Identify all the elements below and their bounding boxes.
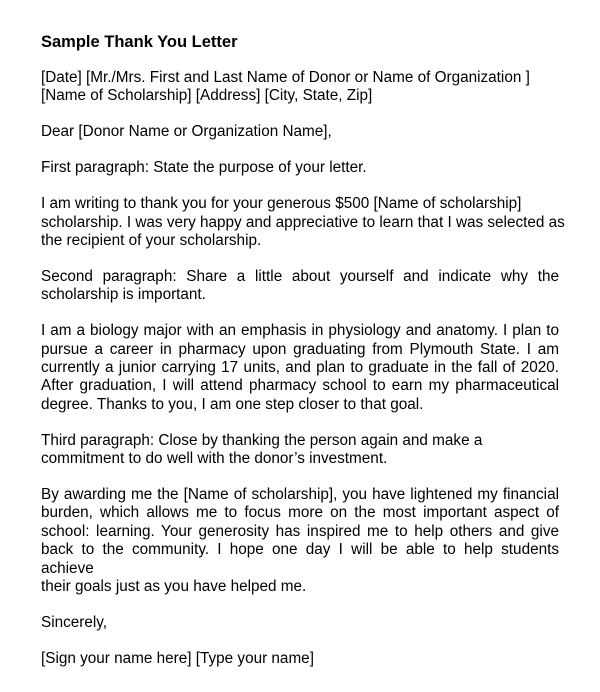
paragraph-2 xyxy=(41,322,559,414)
signature-text: [Sign your name here] [Type your name] xyxy=(41,649,314,667)
instruction-2 xyxy=(41,268,559,305)
paragraph-1 xyxy=(41,195,565,250)
paragraph-line: school: learning. Your generosity has inspired me to help others and give xyxy=(41,522,559,540)
instruction-line: Third paragraph: Close by thanking the person again and make a xyxy=(41,431,483,449)
paragraph-3 xyxy=(41,486,559,596)
address-line: [Name of Scholarship] [Address] [City, State, Zip] xyxy=(41,87,373,105)
instruction-3 xyxy=(41,432,559,469)
paragraph-line: degree. Thanks to you, I am one step closer to that goal. xyxy=(41,395,424,413)
paragraph-line: currently a junior carrying 17 units, and plan to graduate in the fall of 2020. xyxy=(41,358,559,376)
paragraph-line: burden, which allows me to focus more on the most important aspect of xyxy=(41,504,559,522)
paragraph-line: scholarship. I was very happy and appreciative to learn that I was selected as xyxy=(41,213,565,231)
instruction-1-text: First paragraph: State the purpose of your letter. xyxy=(41,159,367,177)
instruction-line: commitment to do well with the donor’s investment. xyxy=(41,450,388,468)
paragraph-line: I am a biology major with an emphasis in physiology and anatomy. I plan to xyxy=(41,322,559,340)
paragraph-line: I am writing to thank you for your generous $500 [Name of scholarship] xyxy=(41,195,522,213)
address-line: [Date] [Mr./Mrs. First and Last Name of Donor or Name of Organization ] xyxy=(41,69,530,86)
paragraph-line: pursue a career in pharmacy upon graduating from Plymouth State. I am xyxy=(41,340,559,358)
signature xyxy=(41,650,559,668)
salutation xyxy=(41,123,559,141)
letter-title: Sample Thank You Letter xyxy=(41,33,238,51)
paragraph-line: By awarding me the [Name of scholarship], you have lightened my financial xyxy=(41,486,559,503)
instruction-line: Second paragraph: Share a little about yourself and indicate why the xyxy=(41,267,559,285)
instruction-1 xyxy=(41,159,559,177)
paragraph-line: back to the community. I hope one day I will be able to help students achieve xyxy=(41,541,559,577)
address-block xyxy=(41,69,559,106)
closing-text: Sincerely, xyxy=(41,613,108,631)
paragraph-line: their goals just as you have helped me. xyxy=(41,578,307,596)
closing xyxy=(41,614,559,632)
paragraph-line: After graduation, I will attend pharmacy school to earn my pharmaceutical xyxy=(41,377,559,395)
paragraph-line: the recipient of your scholarship. xyxy=(41,231,262,249)
salutation-text: Dear [Donor Name or Organization Name], xyxy=(41,123,332,141)
instruction-line: scholarship is important. xyxy=(41,286,206,304)
